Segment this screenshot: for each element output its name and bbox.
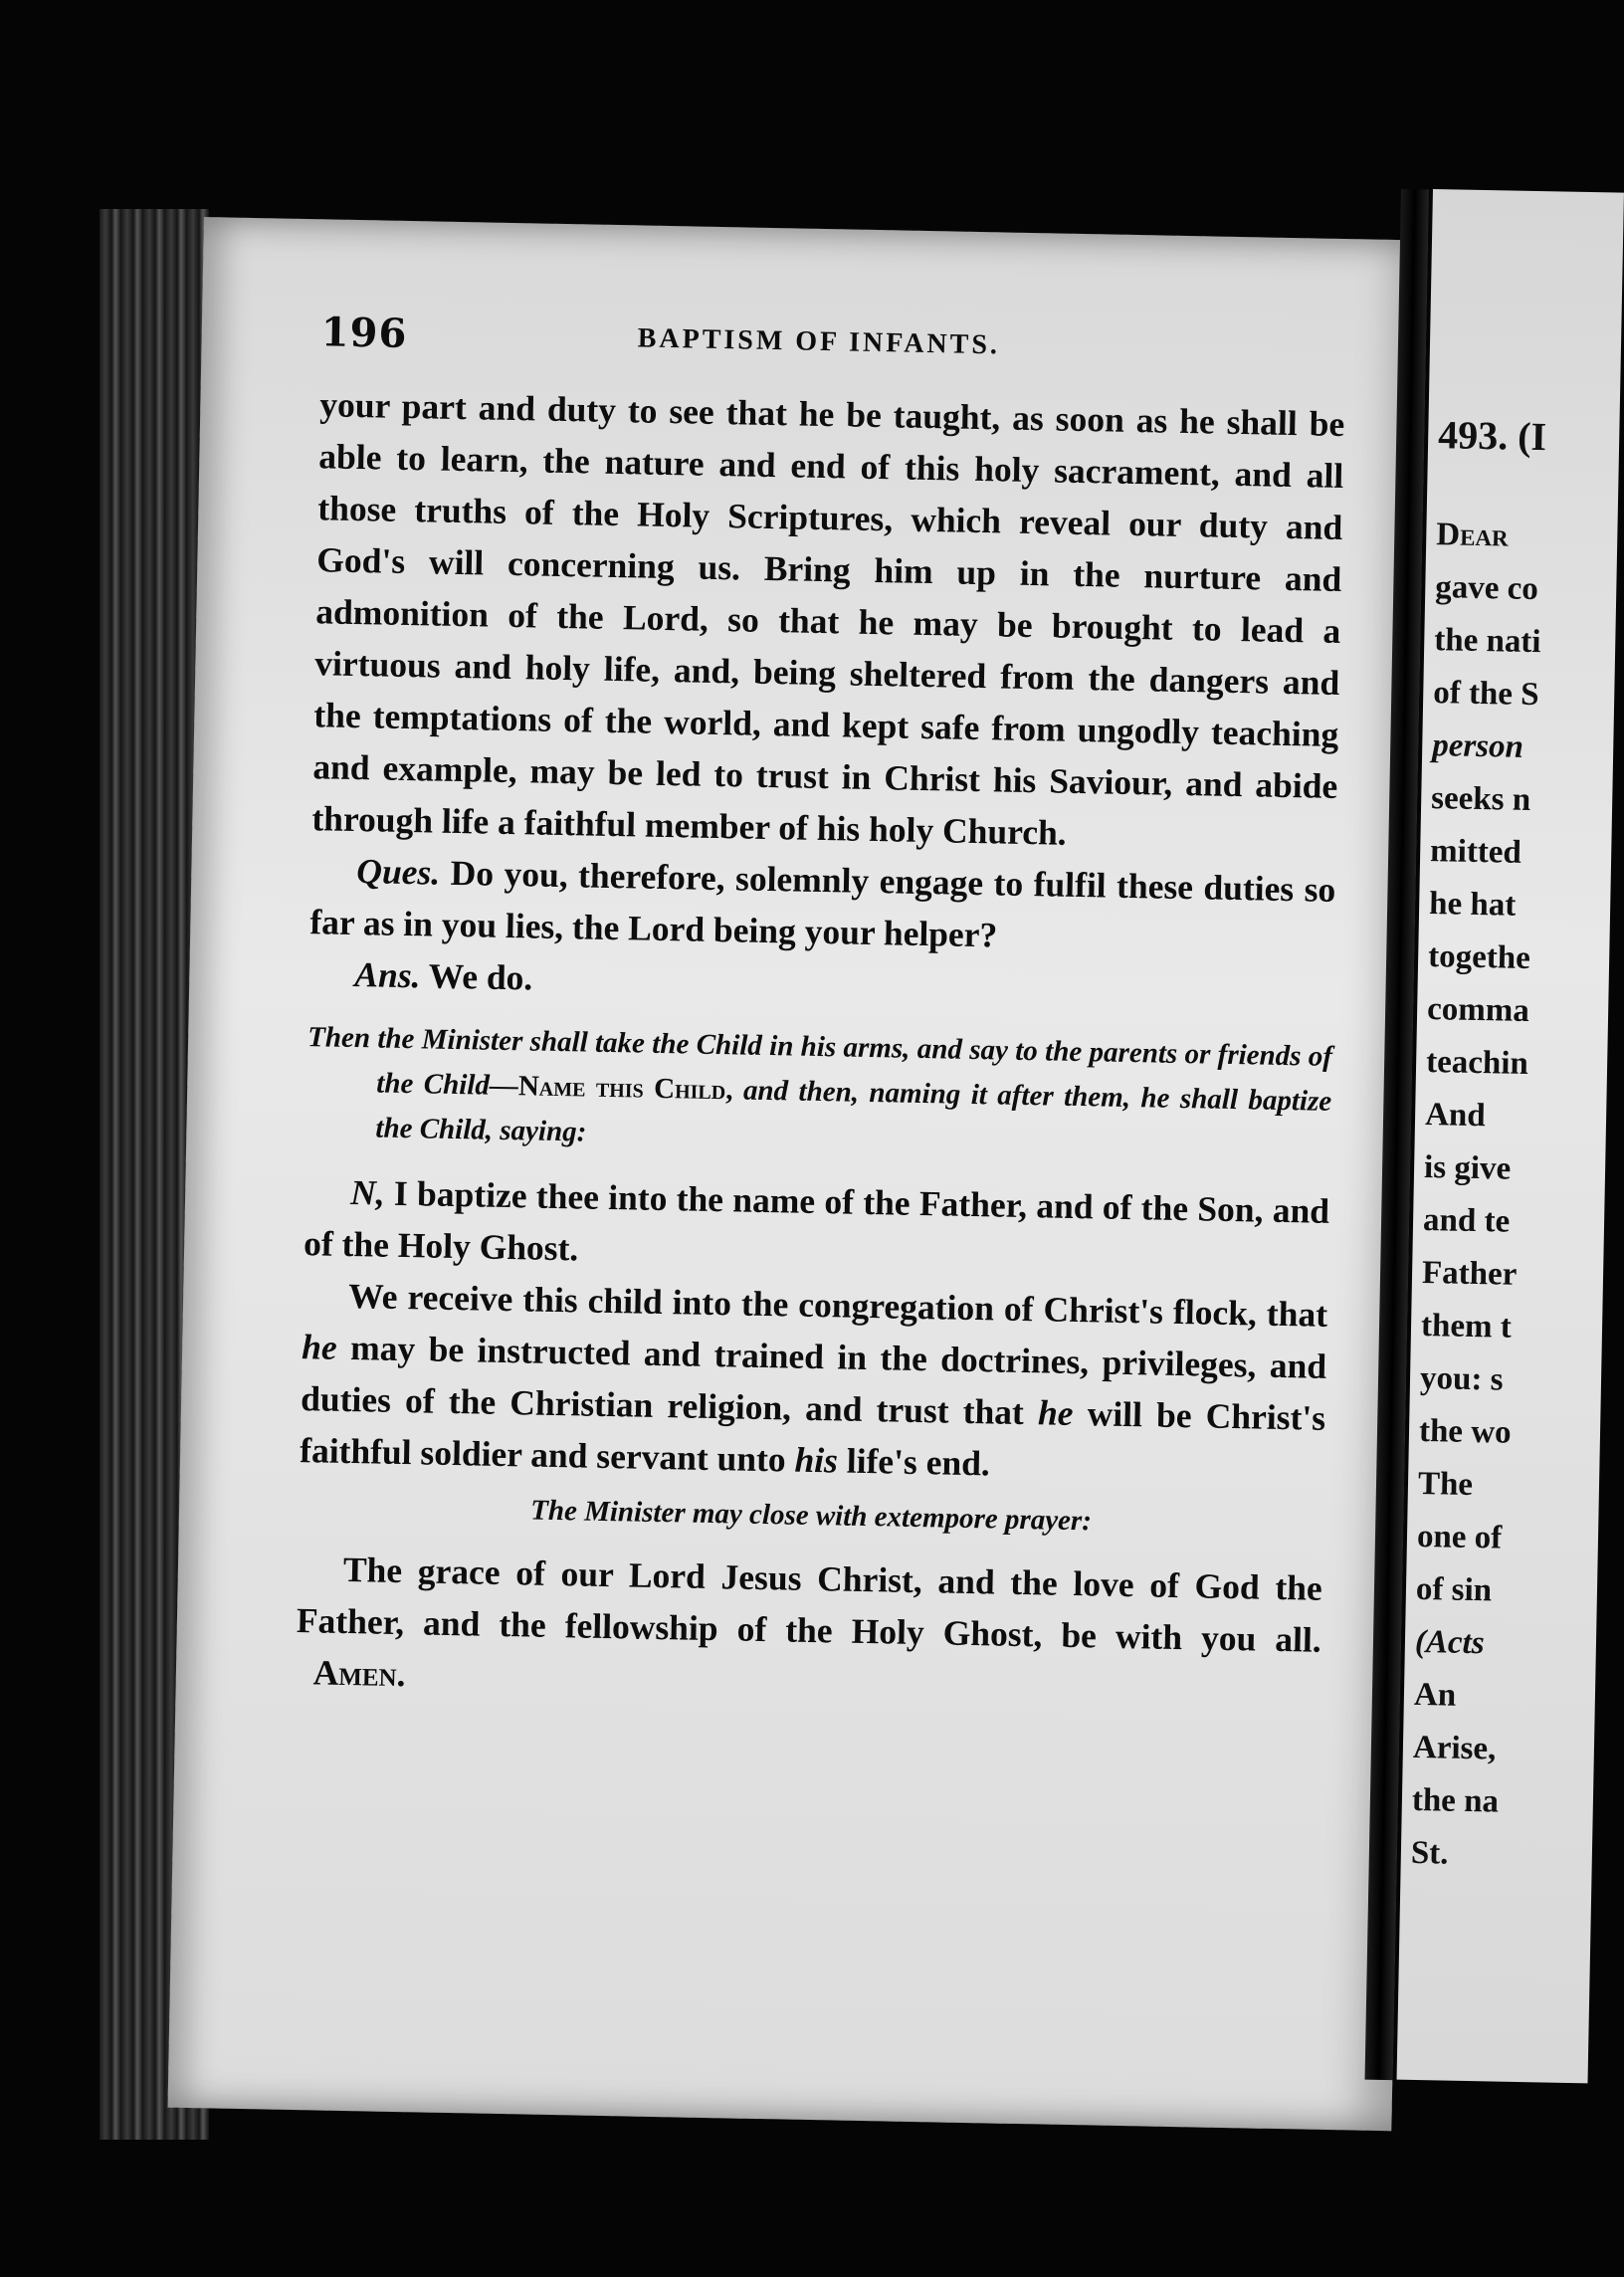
right-page-line: person <box>1431 727 1524 765</box>
right-page-line: Dear <box>1435 517 1510 554</box>
grace-paragraph <box>295 1543 1322 1718</box>
right-page-line: St. <box>1410 1834 1449 1872</box>
right-page-line: seeks n <box>1430 780 1531 818</box>
name-mark: N, <box>349 1172 386 1213</box>
baptism-rubric <box>305 1015 1332 1169</box>
question-paragraph <box>309 844 1336 967</box>
reception-pronoun-2: he <box>1037 1392 1074 1433</box>
baptism-formula-text: I baptize thee into the name of the Father, and of the Son, and of the Holy Ghost. <box>303 1172 1330 1269</box>
question-text: Do you, therefore, solemnly engage to fulfil these duties so far as in you lies, the Lord being your helper? <box>309 852 1336 955</box>
amen: Amen. <box>312 1652 406 1695</box>
running-head-title: BAPTISM OF INFANTS. <box>637 322 1001 361</box>
reception-text-1: We receive this child into the congregation of Christ's flock, that <box>347 1275 1328 1335</box>
right-page-line: the na <box>1411 1781 1500 1820</box>
baptism-formula <box>304 1165 1330 1289</box>
right-page-lines <box>1410 509 1544 1882</box>
hymn-number <box>1438 408 1547 463</box>
reception-text-2: may be instructed and trained in the doctrines, privileges, and duties of the Christian religion, and trust that <box>300 1328 1327 1433</box>
answer-label: Ans. <box>354 954 421 996</box>
right-page-line: And <box>1424 1097 1487 1135</box>
reception-text-3: will be Christ's faithful soldier and servant unto <box>299 1393 1326 1480</box>
closing-rubric: The Minister may close with extempore prayer: <box>529 1494 1093 1538</box>
right-page-line: is give <box>1423 1149 1512 1187</box>
rubric-small-caps: Name this Child, <box>517 1070 733 1107</box>
right-page-line: the nati <box>1433 622 1541 661</box>
right-page-line: The <box>1417 1465 1474 1504</box>
right-page-line: togethe <box>1427 938 1531 977</box>
right-page-line: them t <box>1420 1307 1513 1346</box>
answer-text: We do. <box>428 955 533 998</box>
right-page-line: the wo <box>1418 1412 1512 1451</box>
right-page-line: he hat <box>1428 886 1517 924</box>
reception-pronoun-3: his <box>794 1439 839 1481</box>
right-page-line: Arise, <box>1412 1729 1497 1767</box>
right-page <box>1397 189 1624 2083</box>
right-page-line: you: s <box>1419 1359 1504 1398</box>
right-page-line: and te <box>1422 1202 1511 1240</box>
rubric-text-before: Then the Minister shall take the Child in his arms, and say to the parents or friends of the Child— <box>306 1021 1333 1103</box>
rubric-text-after: and then, naming it after them, he shall baptize the Child, saying: <box>375 1074 1332 1148</box>
hymn-number-value: 493. <box>1437 412 1509 459</box>
right-page-content <box>1410 408 1546 1882</box>
right-page-line: mitted <box>1429 833 1522 871</box>
hymn-number-suffix: (I <box>1517 413 1547 460</box>
left-page <box>168 217 1428 2131</box>
right-page-line: of the S <box>1432 675 1539 714</box>
right-page-line: gave co <box>1434 569 1539 608</box>
right-page-line: (Acts <box>1414 1623 1485 1662</box>
right-page-line: comma <box>1426 991 1530 1030</box>
left-page-content <box>295 309 1346 1718</box>
right-page-line: of sin <box>1415 1570 1493 1609</box>
right-page-line: one of <box>1416 1518 1503 1556</box>
question-label: Ques. <box>356 851 441 893</box>
reception-text-4: life's end. <box>846 1440 991 1484</box>
grace-text: The grace of our Lord Jesus Christ, and the love of God the Father, and the fellowship of the Holy Ghost, be with you all. <box>296 1549 1323 1660</box>
reception-pronoun-1: he <box>301 1327 338 1367</box>
opening-paragraph: your part and duty to see that he be taught, as soon as he shall be able to learn, the nature and end of this holy sacrament, and all those truths of the Holy Scriptures, which reveal our duty and God's will concerning us. Bring him up in the nurture and admonition of the Lord, so that he may be brought to lead a virtuous and holy life, and, being sheltered from the dangers and the temptations of the world, and kept safe from ungodly teaching and example, may be led to trust in Christ his Saviour, and abide through life a faithful member of his holy Church. <box>311 384 1345 853</box>
right-page-line: Father <box>1421 1254 1518 1293</box>
right-page-line: An <box>1413 1676 1457 1714</box>
reception-paragraph <box>300 1269 1328 1496</box>
right-page-line: teachin <box>1425 1044 1529 1082</box>
page-number: 196 <box>320 309 408 357</box>
